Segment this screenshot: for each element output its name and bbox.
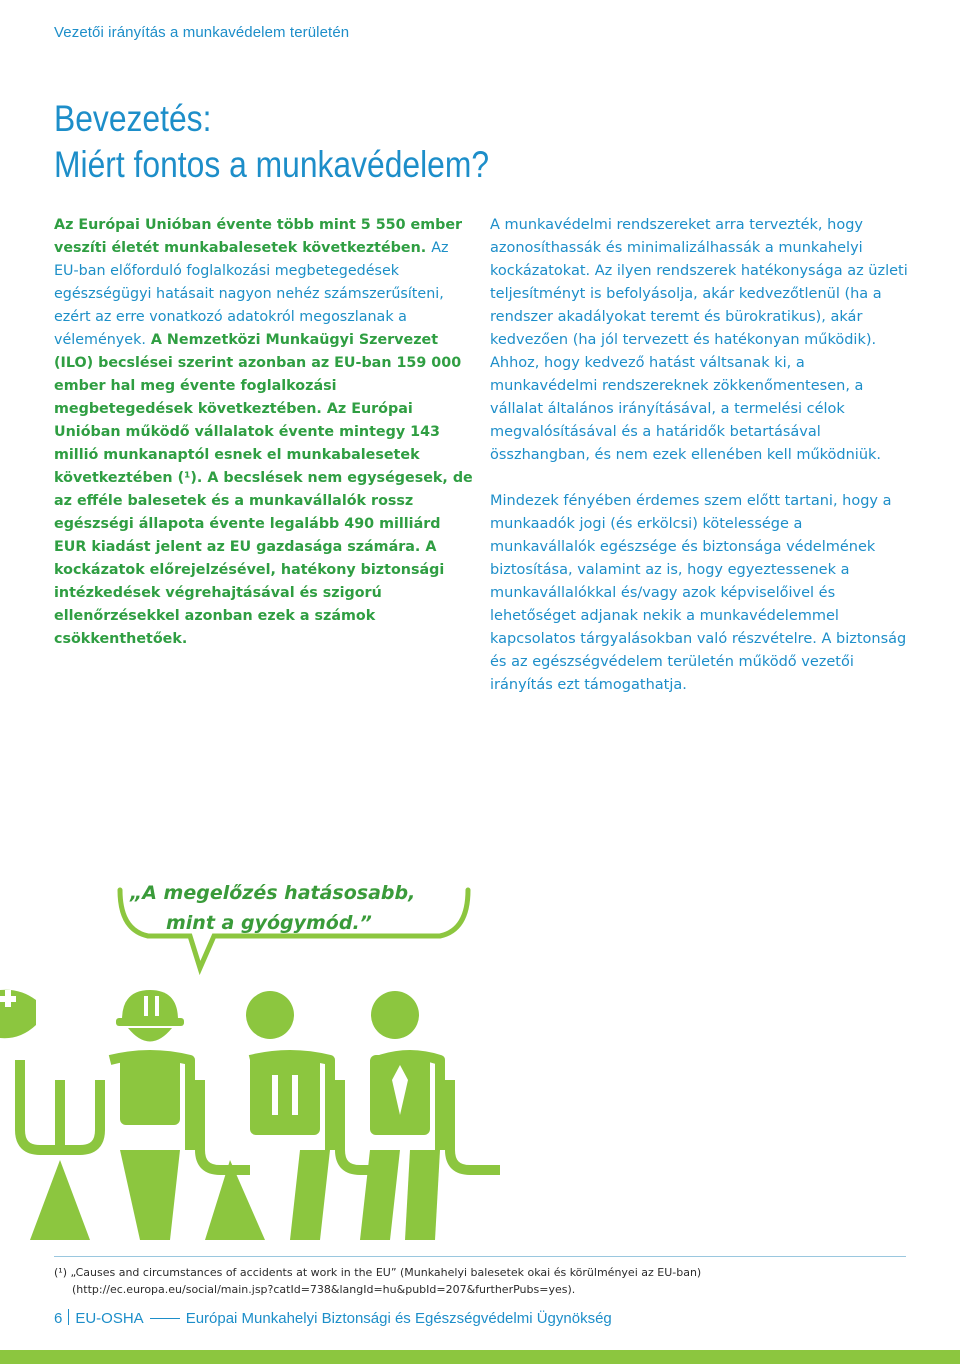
footnote-marker: (¹): [54, 1266, 67, 1279]
footer-separator: [68, 1309, 69, 1325]
light-text: Az EU-ban előforduló foglalkozási megbetegedések egészségügyi hatásait nagyon nehéz számszerűsíteni, ezért az erre vonatkozó adatokról megoszlanak a vélemények.: [54, 240, 449, 348]
footnote-reference: (¹): [177, 470, 197, 486]
intro-text: Az Európai Unióban évente több mint 5 550 ember veszíti életét munkabalesetek következtében.: [54, 217, 463, 256]
right-column: [490, 214, 910, 720]
page-number: 6: [54, 1310, 63, 1327]
footnote-url: (http://ec.europa.eu/social/main.jsp?catId=738&langId=hu&pubId=207&furtherPubs=yes).: [72, 1283, 576, 1296]
title-line-2: Miért fontos a munkavédelem?: [54, 144, 490, 185]
page-footer: [54, 1309, 612, 1327]
worker-heads: [246, 991, 419, 1039]
footer-org-long: Európai Munkahelyi Biztonsági és Egészségvédelmi Ügynökség: [185, 1310, 612, 1327]
right-paragraph-2: Mindezek fényében érdemes szem előtt tartani, hogy a munkaadók jogi (és erkölcsi) kötelessége a munkavállalók egészsége és biztonsága védelmének biztosítása, valamint az is, hogy egyeztessenek a munkavállalókkal és/vagy azok képviselőivel és lehetőséget adjanak nekik a munkavédelemmel kapcsolatos tárgyalásokban való részvételre. A biztonság és az egészségvédelem területén működő vezetői irányítás ezt támogathatja.: [490, 493, 907, 693]
footnote-text: „Causes and circumstances of accidents at work in the EU” (Munkahelyi balesetek okai és körülményei az EU-ban): [70, 1266, 702, 1279]
hardhat-worker-head: [116, 990, 184, 1042]
footer-org-short: EU-OSHA: [75, 1310, 144, 1327]
footer-dash: [150, 1318, 180, 1319]
right-paragraph-1: A munkavédelmi rendszereket arra tervezték, hogy azonosíthassák és minimalizálhassák a munkahelyi kockázatokat. Az ilyen rendszerek hatékonysága az üzleti teljesítményt is befolyásolja, akár kedvezőtlenül (ha a rendszer akadályokat teremt és bürokratikus), akár kedvezően (ha jól tervezett és hatékonyan működik). Ahhoz, hogy kedvező hatást váltsanak ki, a munkavédelmi rendszereknek zökkenőmentesen, a vállalat általános irányításával, a termelési célok megvalósításával és a határidők betartásával összhangban, és nem ezek ellenében kell működniük.: [490, 217, 908, 463]
quote-line-1: „A megelőzés hatásosabb,: [130, 882, 416, 904]
title-line-1: Bevezetés:: [54, 98, 212, 139]
page-title: [54, 96, 489, 188]
body-text-continued: . A becslések nem egységesek, de az efféle balesetek és a munkavállalók rossz egészségi állapota évente legalább 490 milliárd EUR kiadást jelent az EU gazdasága számára. A kockázatok előrejelzésével, hatékony biztonsági intézkedések végrehajtásával és szigorú ellenőrzésekkel azonban ezek a számok csökkenthetőek.: [54, 470, 473, 647]
pull-quote: [130, 878, 415, 938]
left-column-text: [54, 214, 474, 651]
running-header: Vezetői irányítás a munkavédelem területén: [54, 24, 350, 41]
bottom-color-band: [0, 1350, 960, 1364]
medic-figure: [0, 990, 36, 1039]
left-column: [54, 214, 474, 651]
footnote-divider: [54, 1256, 906, 1257]
quote-line-2: mint a gyógymód.”: [166, 912, 372, 934]
footnote: [54, 1264, 701, 1298]
body-text: A Nemzetközi Munkaügyi Szervezet (ILO) becslései szerint azonban az EU-ban 159 000 ember hal meg évente foglalkozási megbetegedések következtében. Az Európai Unióban működő vállalatok évente mintegy 143 millió munkanaptól esnek el munkabalesetek következtében: [54, 332, 462, 486]
